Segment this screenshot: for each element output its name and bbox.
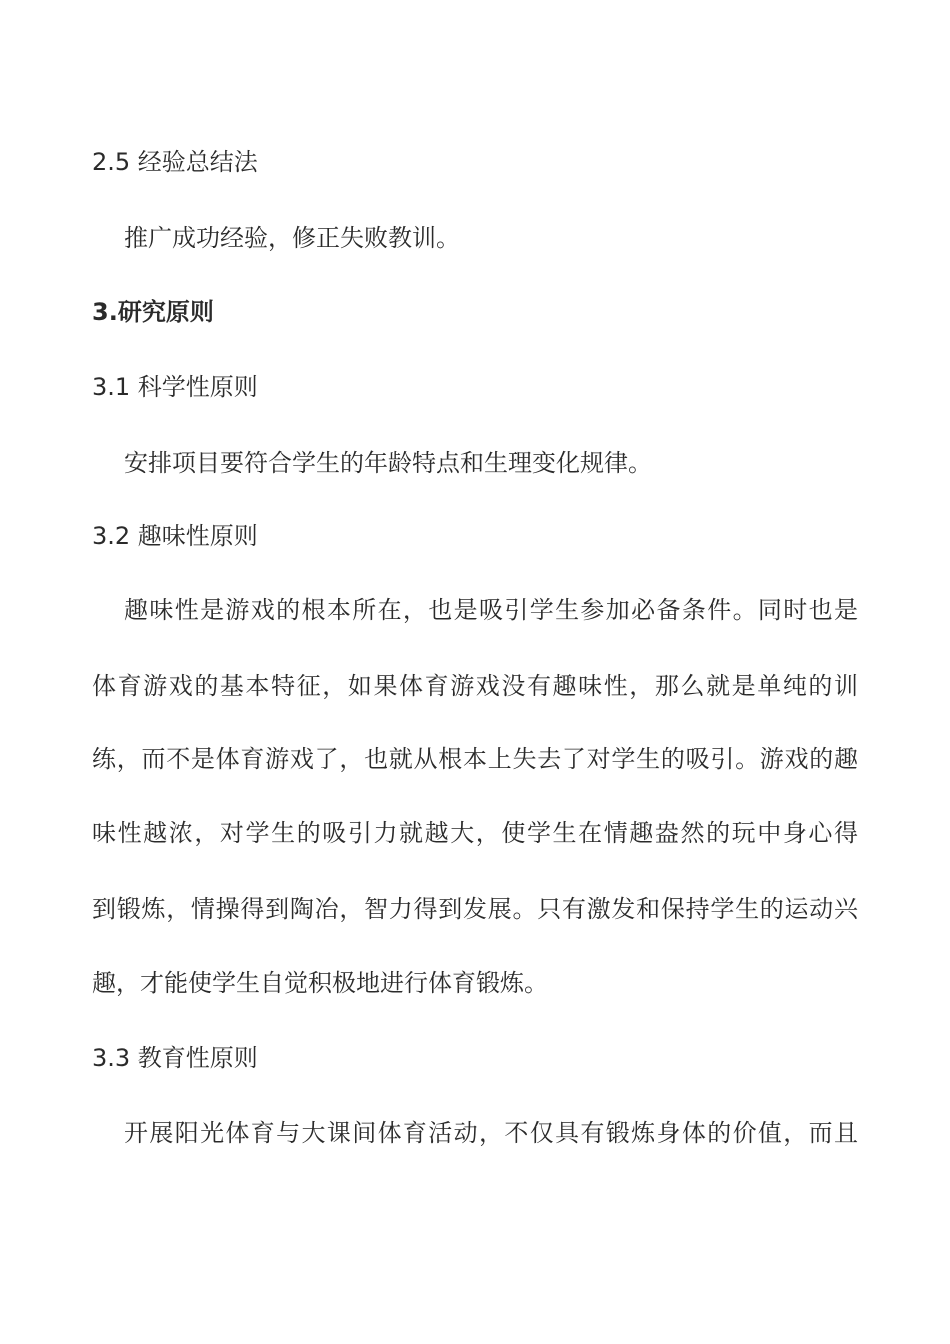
section-heading-3-3: 3.3 教育性原则 bbox=[92, 1044, 258, 1072]
paragraph-2-5: 推广成功经验，修正失败教训。 bbox=[124, 224, 460, 252]
section-heading-3-1: 3.1 科学性原则 bbox=[92, 373, 258, 401]
section-heading-3-2: 3.2 趣味性原则 bbox=[92, 522, 258, 550]
paragraph-3-2-line-1: 趣味性是游戏的根本所在，也是吸引学生参加必备条件。同时也是 bbox=[124, 596, 858, 624]
section-heading-2-5: 2.5 经验总结法 bbox=[92, 148, 258, 176]
section-heading-3: 3.研究原则 bbox=[92, 298, 214, 326]
paragraph-3-2-line-3: 练，而不是体育游戏了，也就从根本上失去了对学生的吸引。游戏的趣 bbox=[92, 745, 858, 773]
paragraph-3-1: 安排项目要符合学生的年龄特点和生理变化规律。 bbox=[124, 449, 652, 477]
paragraph-3-2-line-2: 体育游戏的基本特征，如果体育游戏没有趣味性，那么就是单纯的训 bbox=[92, 672, 858, 700]
paragraph-3-2-line-4: 味性越浓，对学生的吸引力就越大，使学生在情趣盎然的玩中身心得 bbox=[92, 819, 858, 847]
paragraph-3-2-line-5: 到锻炼，情操得到陶冶，智力得到发展。只有激发和保持学生的运动兴 bbox=[92, 895, 858, 923]
paragraph-3-2-line-6: 趣，才能使学生自觉积极地进行体育锻炼。 bbox=[92, 969, 548, 997]
paragraph-3-3-line-1: 开展阳光体育与大课间体育活动，不仅具有锻炼身体的价值，而且 bbox=[124, 1119, 858, 1147]
